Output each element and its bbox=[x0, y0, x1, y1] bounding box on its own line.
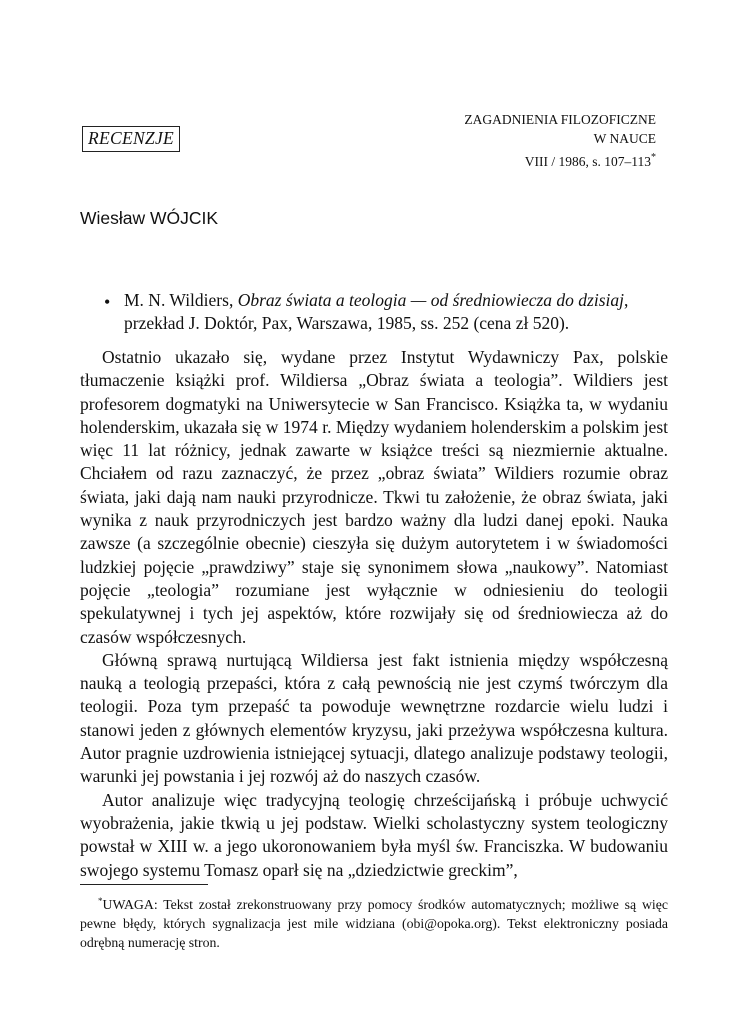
journal-issue-text: VIII / 1986, s. 107–113 bbox=[524, 154, 651, 169]
journal-issue bbox=[464, 148, 656, 171]
journal-header bbox=[464, 110, 656, 171]
paragraph: Główną sprawą nurtującą Wildiersa jest fakt istnienia między współczesną nauką a teologią przepaści, która z całą pewnością nie jest czymś twórczym dla teologii. Poza tym przepaść ta powoduje wewnętrzne rozdarcie wielu ludzi i stanowi jeden z głównych elementów kryzysu, jaki przeżywa współczesna kultura. Autor pragnie uzdrowienia istniejącej sytuacji, dlatego analizuje podstawy teologii, warunki jej powstania i jej rozwój aż do naszych czasów. bbox=[80, 649, 668, 787]
journal-subtitle: W NAUCE bbox=[593, 131, 656, 146]
review-body bbox=[80, 346, 668, 882]
footnote-text: UWAGA: Tekst został zrekonstruowany przy pomocy środków automatycznych; możliwe są więc pewne błędy, których sygnalizacja jest mile widziana (obi@opoka.org). Tekst elektroniczny posiada odrębną numerację stron. bbox=[80, 897, 668, 950]
review-author: Wiesław WÓJCIK bbox=[80, 208, 219, 228]
reviewed-book-citation bbox=[124, 289, 669, 335]
footnote bbox=[80, 892, 668, 952]
paragraph: Autor analizuje więc tradycyjną teologię chrześcijańską i próbuje uchwycić wyobrażenia, jakie tkwią u jej podstaw. Wielki scholastyczny system teologiczny powstał w XIII w. a jego ukoronowaniem była myśl św. Franciszka. W budowaniu swojego systemu Tomasz oparł się na „dziedzictwie greckim”, bbox=[80, 789, 668, 880]
book-title-comma: , bbox=[624, 290, 629, 310]
book-title: Obraz świata a teologia — od średniowiecza do dzisiaj bbox=[237, 290, 625, 310]
section-label: RECENZJE bbox=[82, 126, 180, 152]
journal-footnote-marker: * bbox=[651, 152, 656, 163]
footnote-divider bbox=[80, 884, 208, 885]
paragraph: Ostatnio ukazało się, wydane przez Instytut Wydawniczy Pax, polskie tłumaczenie książki prof. Wildiersa „Obraz świata a teologia”. Wildiers jest profesorem dogmatyki na Uniwersytecie w San Francisco. Książka ta, w wydaniu holenderskim, ukazała się w 1974 r. Między wydaniem holenderskim a polskim jest więc 11 lat różnicy, jednak zawarte w książce treści są niezmiernie aktualne. Chciałem od razu zaznaczyć, że przez „obraz świata” Wildiers rozumie obraz świata, jaki dają nam nauki przyrodnicze. Tkwi tu założenie, że obraz świata, jaki wynika z nauk przyrodniczych jest bardzo ważny dla ludzi danej epoki. Nauka zawsze (a szczególnie obecnie) cieszyła się dużym autorytetem i w świadomości ludzkiej pojęcie „prawdziwy” staje się synonimem słowa „naukowy”. Natomiast pojęcie „teologia” rozumiane jest wyłącznie w odniesieniu do teologii spekulatywnej i tych jej aspektów, które rozwijały się od średniowiecza aż do czasów współczesnych. bbox=[80, 347, 668, 647]
bullet-icon: • bbox=[104, 292, 111, 312]
journal-title: ZAGADNIENIA FILOZOFICZNE bbox=[464, 112, 656, 127]
book-details: przekład J. Doktór, Pax, Warszawa, 1985, ss. 252 (cena zł 520). bbox=[124, 313, 570, 333]
footnote-marker: * bbox=[98, 896, 103, 906]
book-authors: M. N. Wildiers, bbox=[124, 290, 238, 310]
